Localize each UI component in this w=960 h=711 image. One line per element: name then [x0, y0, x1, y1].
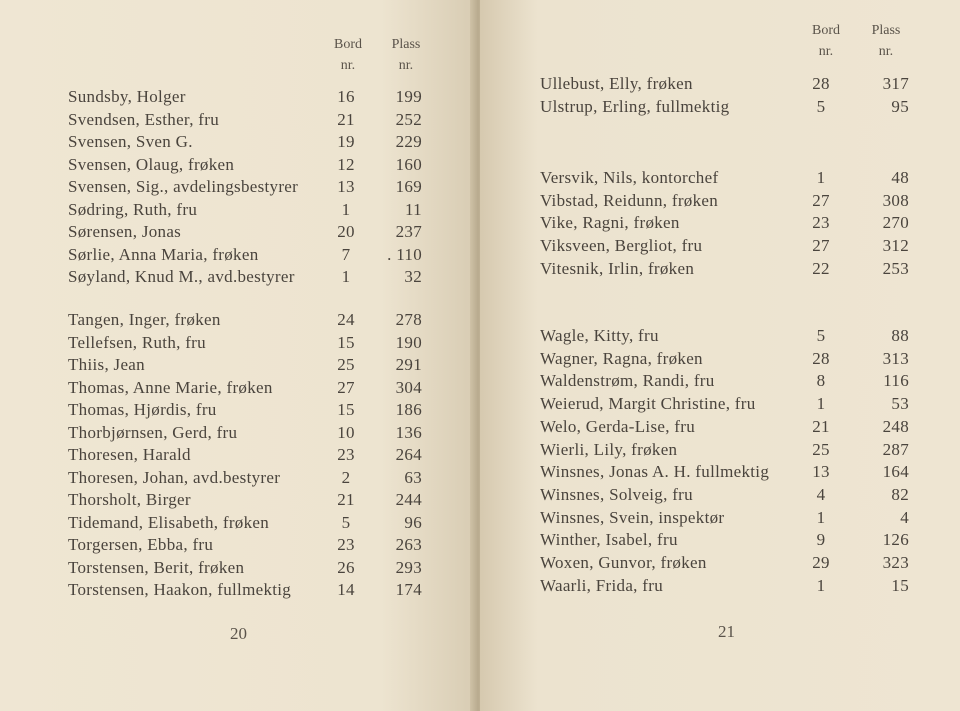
- entry-bord-number: 20: [337, 222, 355, 241]
- entry-bord-number: 27: [812, 236, 830, 256]
- entry-plass-number: 244: [395, 490, 422, 509]
- entry-bord-number: 23: [337, 535, 355, 554]
- entry-plass-number: 63: [404, 467, 422, 487]
- entry-name: Waldenstrøm, Randi, fru: [540, 371, 715, 391]
- entry-name: Winsnes, Jonas A. H. fullmektig: [540, 462, 770, 482]
- entry-plass-number: 4: [900, 507, 909, 527]
- entry-name: Thoresen, Johan, avd.bestyrer: [68, 467, 281, 487]
- entry-plass-number: 323: [882, 553, 909, 572]
- list-item: [540, 258, 910, 280]
- list-item: [68, 244, 428, 266]
- entry-bord-number: 21: [337, 109, 355, 129]
- entry-bord-number: 28: [812, 348, 830, 368]
- entry-bord-number: 29: [812, 553, 830, 572]
- entry-plass-number: . 110: [387, 244, 422, 264]
- entry-bord-number: 22: [812, 258, 830, 278]
- list-item: [68, 579, 428, 601]
- entry-bord-number: 25: [337, 355, 355, 374]
- entry-plass-number: 15: [891, 575, 909, 595]
- list-item: [540, 529, 910, 551]
- entry-bord-number: 23: [337, 445, 355, 464]
- right-page: [480, 0, 960, 711]
- entry-bord-number: 5: [816, 96, 826, 116]
- entry-bord-number: 25: [812, 439, 830, 459]
- entry-name: Thoresen, Harald: [68, 445, 191, 464]
- entry-name: Sørensen, Jonas: [68, 222, 182, 241]
- entry-bord-number: 23: [812, 213, 830, 233]
- entry-name: Thorbjørnsen, Gerd, fru: [68, 422, 238, 442]
- entry-name: Svensen, Sig., avdelingsbestyrer: [68, 177, 299, 196]
- entry-name: Thomas, Hjørdis, fru: [68, 400, 217, 419]
- entry-bord-number: 26: [337, 557, 355, 577]
- left-page: [0, 0, 476, 711]
- list-item: [540, 461, 910, 483]
- entry-bord-number: 28: [812, 74, 830, 93]
- entry-name: Torstensen, Berit, frøken: [68, 557, 245, 577]
- list-item: [68, 467, 428, 489]
- entry-plass-number: 317: [882, 74, 909, 93]
- entry-bord-number: 13: [337, 177, 355, 196]
- list-item: [68, 154, 428, 176]
- entry-bord-number: 19: [337, 132, 355, 151]
- entry-plass-number: 291: [395, 355, 422, 374]
- list-item: [68, 309, 428, 331]
- entry-name: Winsnes, Solveig, fru: [540, 484, 693, 504]
- list-item: [68, 332, 428, 354]
- entry-bord-number: 2: [341, 467, 351, 487]
- list-item: [68, 266, 428, 288]
- entry-name: Versvik, Nils, kontorchef: [540, 168, 719, 187]
- entry-plass-number: 11: [405, 199, 422, 219]
- entry-bord-number: 4: [816, 484, 826, 504]
- entry-name: Svendsen, Esther, fru: [68, 109, 220, 129]
- entry-name: Ullebust, Elly, frøken: [540, 74, 693, 93]
- entry-bord-number: 7: [341, 244, 351, 264]
- entry-plass-number: 237: [395, 222, 422, 241]
- list-item: [540, 190, 910, 212]
- entry-plass-number: 263: [395, 535, 422, 554]
- entry-name: Svensen, Sven G.: [68, 132, 193, 151]
- list-item: [68, 86, 428, 108]
- entry-plass-number: 199: [395, 87, 422, 106]
- entry-bord-number: 1: [816, 507, 826, 527]
- entry-bord-number: 1: [341, 267, 351, 286]
- entry-bord-number: 10: [337, 422, 355, 442]
- entry-name: Tangen, Inger, frøken: [68, 310, 221, 329]
- entry-plass-number: 248: [882, 416, 909, 436]
- entry-plass-number: 308: [882, 190, 909, 210]
- entry-bord-number: 8: [816, 371, 826, 391]
- entry-name: Torgersen, Ebba, fru: [68, 535, 214, 554]
- entry-name: Thorsholt, Birger: [68, 490, 191, 509]
- list-item: [540, 439, 910, 461]
- list-item: [540, 507, 910, 529]
- list-item: [540, 370, 910, 392]
- entry-name: Vibstad, Reidunn, frøken: [540, 190, 719, 210]
- entry-bord-number: 12: [337, 154, 355, 174]
- plass-header: [864, 20, 908, 62]
- entry-bord-number: 27: [337, 377, 355, 397]
- entry-bord-number: 27: [812, 190, 830, 210]
- entry-plass-number: 53: [891, 394, 909, 414]
- list-item: [540, 348, 910, 370]
- entry-plass-number: 287: [882, 439, 909, 459]
- entry-bord-number: 21: [337, 490, 355, 509]
- page-number-right: 21: [718, 622, 735, 641]
- entry-name: Svensen, Olaug, frøken: [68, 154, 235, 174]
- entry-bord-number: 14: [337, 580, 355, 599]
- bord-header-label: Bord: [334, 37, 362, 52]
- entry-name: Vitesnik, Irlin, frøken: [540, 258, 695, 278]
- entry-plass-number: 313: [882, 348, 909, 368]
- list-item: [540, 575, 910, 597]
- entry-plass-number: 169: [395, 177, 422, 196]
- plass-header-nr: nr.: [878, 44, 894, 59]
- bord-header-nr: nr.: [340, 58, 356, 73]
- entry-plass-number: 293: [395, 557, 422, 577]
- list-item: [68, 534, 428, 556]
- list-item: [540, 96, 910, 118]
- entry-name: Thomas, Anne Marie, frøken: [68, 377, 273, 397]
- list-item: [540, 325, 910, 347]
- bord-header: [808, 20, 844, 62]
- list-item: [68, 377, 428, 399]
- list-item: [68, 354, 428, 376]
- list-item: [68, 422, 428, 444]
- entry-bord-number: 24: [337, 310, 355, 329]
- plass-header: [384, 34, 428, 76]
- entry-bord-number: 1: [816, 168, 826, 187]
- entry-plass-number: 190: [395, 332, 422, 352]
- list-item: [68, 221, 428, 243]
- page-number-left: 20: [230, 624, 247, 643]
- entry-plass-number: 186: [395, 400, 422, 419]
- entry-name: Weierud, Margit Christine, fru: [540, 394, 756, 414]
- entry-bord-number: 5: [341, 512, 351, 532]
- entry-name: Wierli, Lily, frøken: [540, 439, 678, 459]
- plass-header-label: Plass: [391, 37, 421, 52]
- entry-bord-number: 1: [816, 575, 826, 595]
- entry-name: Thiis, Jean: [68, 355, 145, 374]
- entry-plass-number: 82: [891, 484, 909, 504]
- entry-plass-number: 32: [404, 267, 422, 286]
- list-item: [68, 199, 428, 221]
- entry-bord-number: 16: [337, 87, 355, 106]
- entry-name: Tidemand, Elisabeth, frøken: [68, 512, 270, 532]
- entry-name: Winsnes, Svein, inspektør: [540, 507, 725, 527]
- entry-plass-number: 312: [882, 236, 909, 256]
- entry-name: Waarli, Frida, fru: [540, 575, 663, 595]
- entry-plass-number: 164: [882, 462, 909, 482]
- entry-name: Viksveen, Bergliot, fru: [540, 236, 703, 256]
- list-item: [68, 176, 428, 198]
- list-item: [68, 444, 428, 466]
- entry-plass-number: 126: [882, 530, 909, 550]
- entry-plass-number: 278: [395, 310, 422, 329]
- entry-plass-number: 264: [395, 445, 422, 464]
- list-item: [68, 399, 428, 421]
- entry-plass-number: 229: [395, 132, 422, 151]
- entry-name: Welo, Gerda-Lise, fru: [540, 416, 696, 436]
- entry-bord-number: 9: [816, 530, 826, 550]
- entry-plass-number: 253: [882, 258, 909, 278]
- entry-plass-number: 160: [395, 154, 422, 174]
- list-item: [68, 489, 428, 511]
- entry-bord-number: 21: [812, 416, 830, 436]
- entry-plass-number: 252: [395, 109, 422, 129]
- entry-plass-number: 48: [891, 168, 909, 187]
- entry-plass-number: 270: [882, 213, 909, 233]
- bord-header-label: Bord: [812, 23, 840, 38]
- entry-bord-number: 15: [337, 400, 355, 419]
- list-item: [68, 131, 428, 153]
- list-item: [540, 552, 910, 574]
- list-item: [540, 235, 910, 257]
- list-item: [540, 393, 910, 415]
- entry-plass-number: 136: [395, 422, 422, 442]
- list-item: [540, 484, 910, 506]
- entry-plass-number: 95: [891, 96, 909, 116]
- list-item: [540, 212, 910, 234]
- list-item: [540, 167, 910, 189]
- entry-name: Woxen, Gunvor, frøken: [540, 553, 707, 572]
- bord-header: [330, 34, 366, 76]
- entry-bord-number: 5: [816, 326, 826, 345]
- plass-header-label: Plass: [871, 23, 901, 38]
- list-item: [68, 557, 428, 579]
- entry-name: Ulstrup, Erling, fullmektig: [540, 96, 730, 116]
- entry-plass-number: 304: [395, 377, 422, 397]
- entry-name: Vike, Ragni, frøken: [540, 213, 680, 233]
- list-item: [540, 73, 910, 95]
- entry-name: Sørlie, Anna Maria, frøken: [68, 244, 259, 264]
- entry-plass-number: 88: [891, 326, 909, 345]
- entry-plass-number: 116: [883, 371, 909, 391]
- entry-name: Winther, Isabel, fru: [540, 530, 678, 550]
- entry-name: Søyland, Knud M., avd.bestyrer: [68, 267, 295, 286]
- list-item: [540, 416, 910, 438]
- plass-header-nr: nr.: [398, 58, 414, 73]
- entry-bord-number: 15: [337, 332, 355, 352]
- entry-plass-number: 96: [404, 512, 422, 532]
- entry-name: Torstensen, Haakon, fullmektig: [68, 580, 292, 599]
- entry-name: Wagle, Kitty, fru: [540, 326, 659, 345]
- list-item: [68, 109, 428, 131]
- entry-name: Wagner, Ragna, frøken: [540, 348, 703, 368]
- bord-header-nr: nr.: [818, 44, 834, 59]
- entry-bord-number: 1: [816, 394, 826, 414]
- entry-bord-number: 1: [341, 199, 351, 219]
- entry-name: Sundsby, Holger: [68, 87, 186, 106]
- entry-name: Tellefsen, Ruth, fru: [68, 332, 206, 352]
- entry-bord-number: 13: [812, 462, 830, 482]
- list-item: [68, 512, 428, 534]
- entry-plass-number: 174: [395, 580, 422, 599]
- entry-name: Sødring, Ruth, fru: [68, 199, 198, 219]
